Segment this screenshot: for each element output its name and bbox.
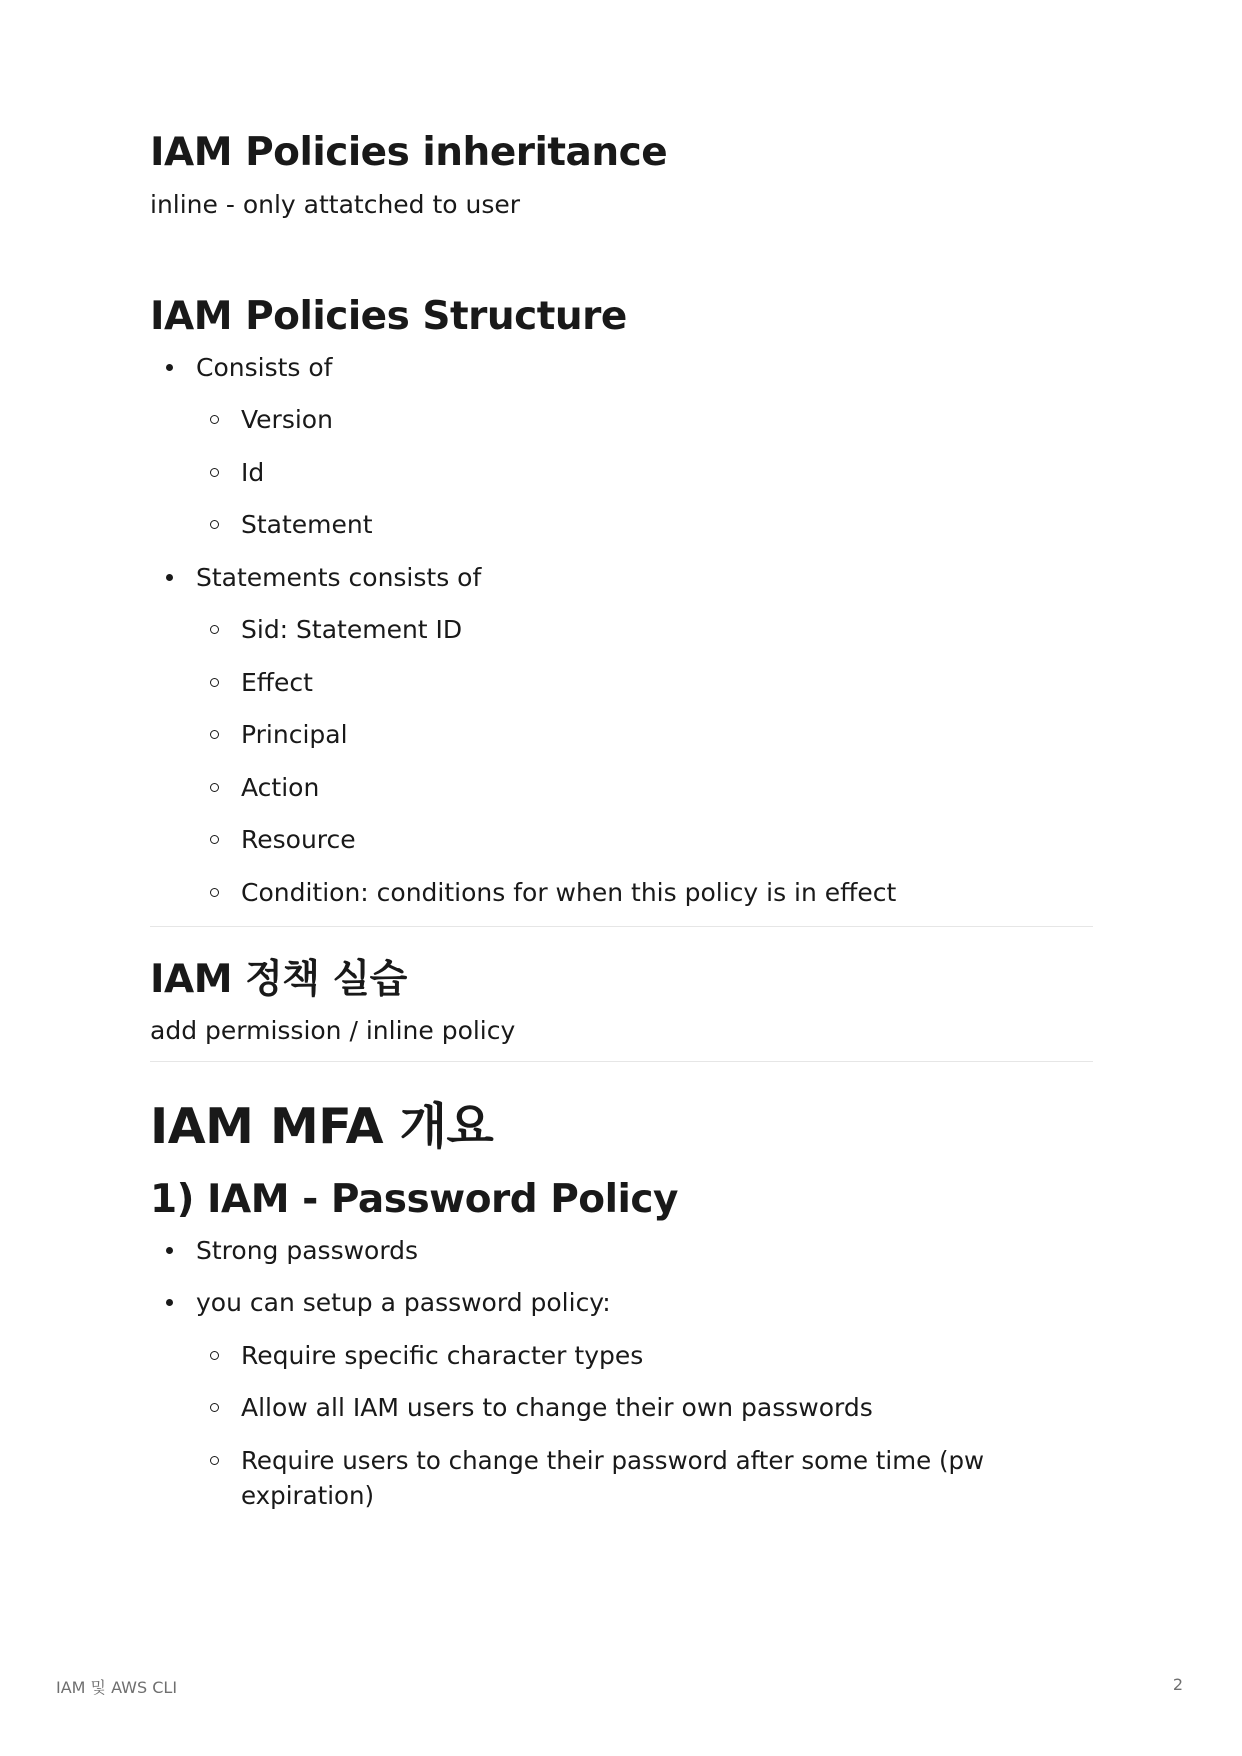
- list-item: Statements consists of: [150, 560, 1093, 595]
- list-item: Id: [150, 455, 1093, 490]
- footer-doc-title: IAM 및 AWS CLI: [56, 1678, 178, 1697]
- heading-policies-structure: IAM Policies Structure: [150, 293, 627, 339]
- list-item: Version: [150, 402, 1093, 437]
- page-content: [150, 130, 1093, 1530]
- list-item: Allow all IAM users to change their own passwords: [150, 1390, 1093, 1425]
- list-item: Condition: conditions for when this policy is in effect: [150, 875, 1093, 910]
- list-item: Action: [150, 770, 1093, 805]
- list-item: Sid: Statement ID: [150, 612, 1093, 647]
- practice-text: add permission / inline policy: [150, 1016, 516, 1046]
- list-item: Require users to change their password after some time (pw expiration): [150, 1443, 1093, 1513]
- heading-mfa-overview: IAM MFA 개요: [150, 1098, 494, 1156]
- password-policy-list: [150, 1233, 1093, 1513]
- list-item: Resource: [150, 822, 1093, 857]
- footer-page-number: 2: [1172, 1675, 1183, 1694]
- list-item: Strong passwords: [150, 1233, 1093, 1268]
- list-item: Statement: [150, 507, 1093, 542]
- heading-policies-inheritance: IAM Policies inheritance: [150, 130, 668, 175]
- divider: [150, 1061, 1093, 1062]
- list-item: Consists of: [150, 350, 1093, 385]
- structure-list: [150, 350, 1093, 910]
- divider: [150, 926, 1093, 927]
- list-item: Effect: [150, 665, 1093, 700]
- list-item: Principal: [150, 717, 1093, 752]
- list-item: Require specific character types: [150, 1338, 1093, 1373]
- inheritance-text: inline - only attatched to user: [150, 189, 521, 219]
- list-item: you can setup a password policy:: [150, 1285, 1093, 1320]
- heading-password-policy: 1) IAM - Password Policy: [150, 1177, 678, 1223]
- heading-policy-practice: IAM 정책 실습: [150, 956, 407, 1002]
